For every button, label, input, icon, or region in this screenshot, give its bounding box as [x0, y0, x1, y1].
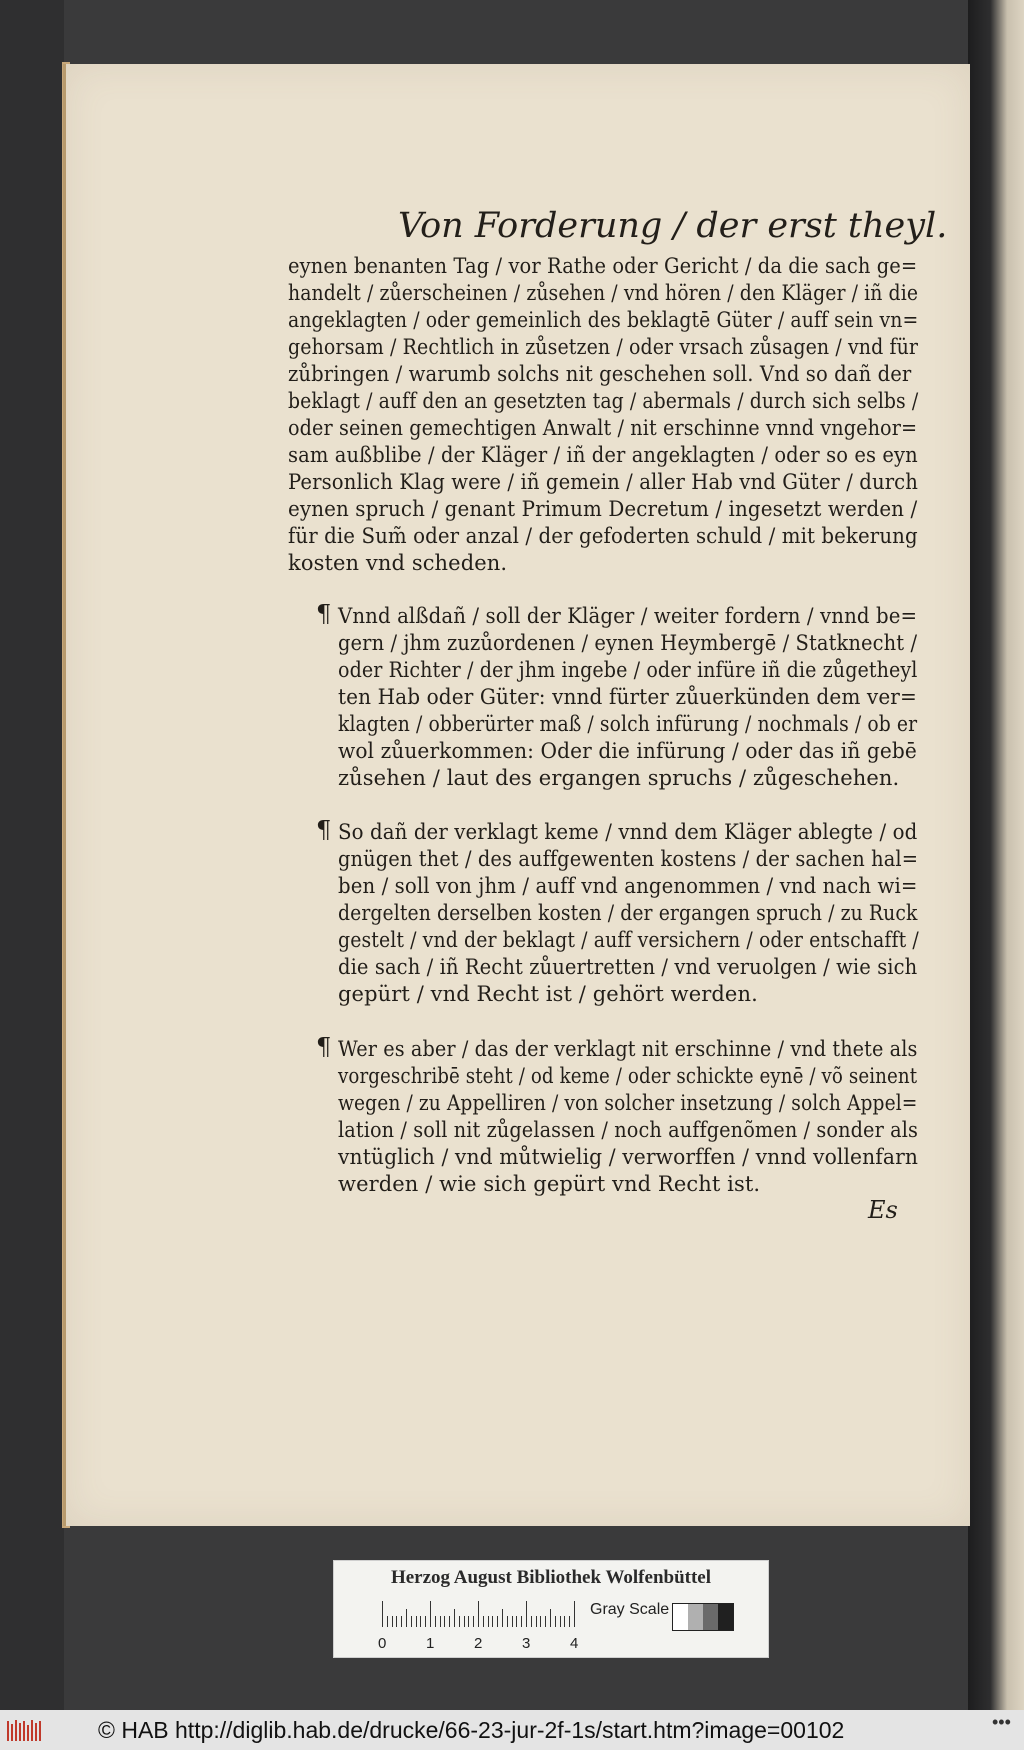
- text-line: vorgeschribē steht / od keme / oder schickte eynē / võ seinent: [338, 1064, 918, 1088]
- gray-swatch: [703, 1604, 718, 1630]
- ruler-tick: [488, 1616, 489, 1627]
- footer-bar: [0, 1710, 1024, 1750]
- ruler-tick: [507, 1616, 508, 1627]
- ruler-tick: [430, 1601, 431, 1627]
- text-line: So dañ der verklagt keme / vnnd dem Kläger ablegte / od: [338, 820, 918, 844]
- ruler-tick: [440, 1616, 441, 1627]
- ruler-tick: [569, 1616, 570, 1627]
- ruler-tick: [396, 1616, 397, 1627]
- text-line: die sach / iñ Recht zůuertretten / vnd veruolgen / wie sich: [338, 955, 918, 979]
- ruler-number: 4: [570, 1635, 579, 1652]
- ruler-tick: [555, 1616, 556, 1627]
- ruler-number: 0: [378, 1635, 387, 1652]
- ruler-tick: [464, 1616, 465, 1627]
- ruler-tick: [459, 1616, 460, 1627]
- text-line: gestelt / vnd der beklagt / auff versichern / oder entschafft /: [338, 928, 919, 952]
- text-line: lation / soll nit zůgelassen / noch auffgenõmen / sonder als: [338, 1118, 918, 1142]
- ruler-tick: [545, 1616, 546, 1627]
- ruler-tick: [444, 1616, 445, 1627]
- text-line: eynen spruch / genant Primum Decretum / ingesetzt werden /: [288, 497, 918, 521]
- ruler-tick: [526, 1601, 527, 1627]
- text-line: Personlich Klag were / iñ gemein / aller Hab vnd Güter / durch: [288, 470, 919, 494]
- scan-background-left: [0, 0, 64, 1710]
- ruler-tick: [521, 1616, 522, 1627]
- text-line: dergelten derselben kosten / der ergangen spruch / zu Ruck: [338, 901, 918, 925]
- ruler-tick: [401, 1616, 402, 1627]
- paragraph-mark: ¶: [316, 816, 332, 844]
- text-line: Wer es aber / das der verklagt nit erschinne / vnd thete als: [338, 1037, 918, 1061]
- page-heading: Von Forderung / der erst theyl.: [398, 206, 948, 246]
- ruler-tick: [468, 1616, 469, 1627]
- more-icon[interactable]: •••: [992, 1712, 1011, 1732]
- ruler-tick: [492, 1616, 493, 1627]
- text-line: gnügen thet / des auffgewenten kostens / der sachen hal=: [338, 847, 919, 871]
- text-line: ben / soll von jhm / auff vnd angenommen / vnd nach wi=: [338, 874, 918, 898]
- ruler-tick: [387, 1616, 388, 1627]
- ruler-tick: [512, 1616, 513, 1627]
- gray-scale-bar: [672, 1603, 734, 1631]
- text-line: handelt / zůerscheinen / zůsehen / vnd hören / den Kläger / iñ die: [288, 281, 919, 305]
- paragraph-mark: ¶: [316, 1033, 332, 1061]
- text-line: wegen / zu Appelliren / von solcher insetzung / solch Appel=: [338, 1091, 918, 1115]
- gray-swatch: [673, 1604, 688, 1630]
- text-line: vntüglich / vnd můtwielig / verworffen / vnnd vollenfarn: [338, 1145, 919, 1169]
- ruler-tick: [416, 1616, 417, 1627]
- ruler-number: 3: [522, 1635, 531, 1652]
- text-line: werden / wie sich gepürt vnd Recht ist.: [338, 1172, 761, 1196]
- text-line: klagten / obberürter maß / solch infürung / nochmals / ob er: [338, 712, 918, 736]
- text-line: zůbringen / warumb solchs nit geschehen soll. Vnd so dañ der: [288, 362, 912, 386]
- text-line: zůsehen / laut des ergangen spruchs / zůgeschehen.: [338, 766, 900, 790]
- color-calibration-label: [333, 1560, 769, 1658]
- ruler-tick: [478, 1601, 479, 1627]
- ruler-tick: [449, 1616, 450, 1627]
- text-line: gepürt / vnd Recht ist / gehört werden.: [338, 982, 758, 1006]
- text-line: sam außblibe / der Kläger / iñ der angeklagten / oder so es eyn: [288, 443, 918, 467]
- text-line: kosten vnd scheden.: [288, 551, 508, 575]
- ruler-tick: [550, 1609, 551, 1627]
- ruler-tick: [454, 1609, 455, 1627]
- ruler-tick: [574, 1601, 575, 1627]
- ruler-tick: [406, 1609, 407, 1627]
- ruler-tick: [497, 1616, 498, 1627]
- ruler-tick: [516, 1616, 517, 1627]
- ruler-number: 1: [426, 1635, 435, 1652]
- hab-logo-icon: [6, 1718, 46, 1744]
- paragraph-mark: ¶: [316, 600, 332, 628]
- ruler-tick: [420, 1616, 421, 1627]
- ruler-tick: [540, 1616, 541, 1627]
- gray-swatch: [688, 1604, 703, 1630]
- ruler-tick: [382, 1601, 383, 1627]
- ruler-tick: [425, 1616, 426, 1627]
- text-line: eynen benanten Tag / vor Rathe oder Gericht / da die sach ge=: [288, 254, 918, 278]
- institution-name: Herzog August Bibliothek Wolfenbüttel: [390, 1567, 712, 1588]
- ruler-tick: [560, 1616, 561, 1627]
- ruler: [382, 1599, 582, 1627]
- text-line: oder seinen gemechtigen Anwalt / nit erschinne vnnd vngehor=: [288, 416, 918, 440]
- ruler-tick: [483, 1616, 484, 1627]
- text-line: ten Hab oder Güter: vnnd fürter zůuerkünden dem ver=: [338, 685, 917, 709]
- text-line: gern / jhm zuzůordenen / eynen Heymbergē / Statknecht /: [338, 631, 918, 655]
- ruler-tick: [502, 1609, 503, 1627]
- text-line: wol zůuerkommen: Oder die infürung / oder das iñ gebē: [338, 739, 917, 763]
- catchword: Es: [868, 1196, 898, 1224]
- ruler-tick: [411, 1616, 412, 1627]
- copyright-url[interactable]: © HAB http://diglib.hab.de/drucke/66-23-jur-2f-1s/start.htm?image=00102: [98, 1717, 845, 1743]
- ruler-tick: [531, 1616, 532, 1627]
- text-line: oder Richter / der jhm ingebe / oder infüre iñ die zůgetheyl: [338, 658, 918, 682]
- text-line: beklagt / auff den an gesetzten tag / abermals / durch sich selbs /: [288, 389, 919, 413]
- ruler-tick: [473, 1616, 474, 1627]
- text-line: für die Sum̃ oder anzal / der gefoderten schuld / mit bekerung: [288, 524, 918, 548]
- gray-scale-label: Gray Scale: [590, 1601, 670, 1618]
- ruler-tick: [564, 1616, 565, 1627]
- ruler-tick: [536, 1616, 537, 1627]
- gray-swatch: [718, 1604, 733, 1630]
- text-line: angeklagten / oder gemeinlich des beklagtē Güter / auff sein vn=: [288, 308, 919, 332]
- text-line: gehorsam / Rechtlich in zůsetzen / oder vrsach zůsagen / vnd für: [288, 335, 919, 359]
- ruler-number: 2: [474, 1635, 483, 1652]
- ruler-tick: [392, 1616, 393, 1627]
- text-line: Vnnd alßdañ / soll der Kläger / weiter fordern / vnnd be=: [338, 604, 918, 628]
- scan-background-right: [968, 0, 1024, 1710]
- ruler-tick: [435, 1616, 436, 1627]
